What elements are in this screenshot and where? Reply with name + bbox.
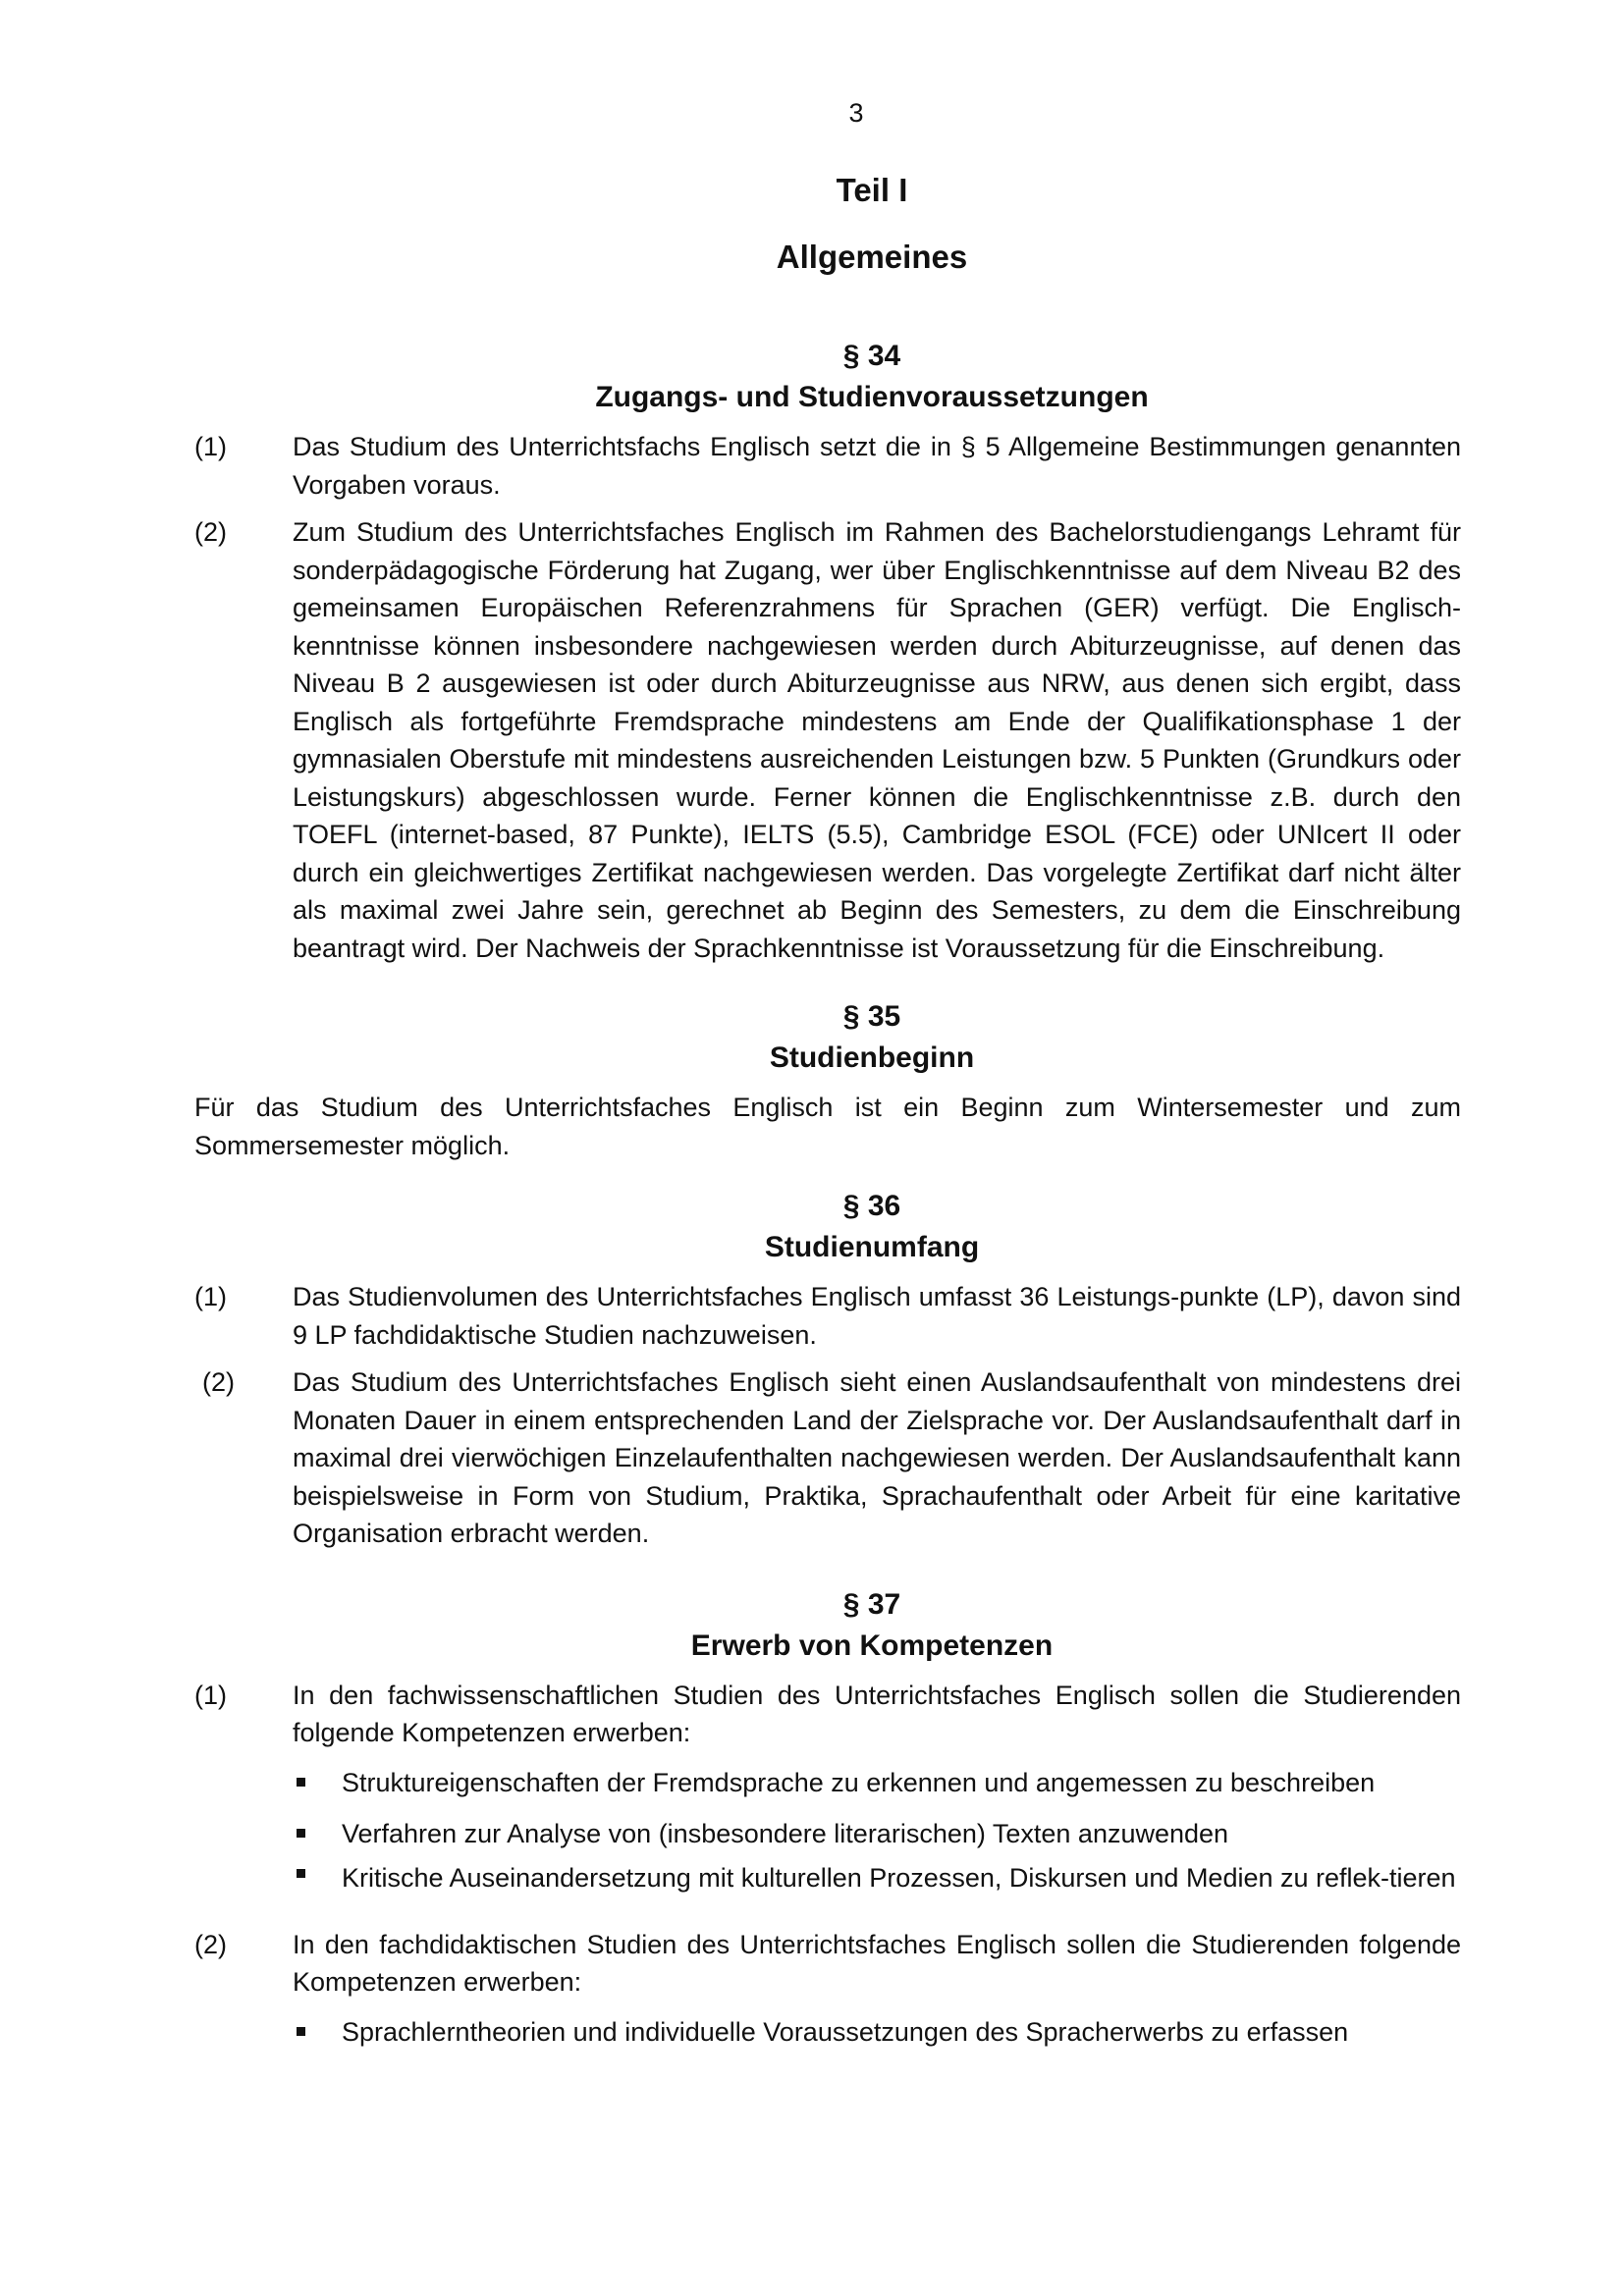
list-item [293, 2013, 1461, 2052]
list-item [293, 1764, 1461, 1802]
section-34-title: Zugangs- und Studienvoraussetzungen [595, 381, 1149, 413]
paragraph [194, 1363, 1461, 1553]
square-bullet-icon [293, 1855, 342, 1900]
section-37-number: § 37 [842, 1587, 901, 1621]
paragraph-number: (2) [194, 1929, 227, 1959]
list-item-text: Struktureigenschaften der Fremdsprache zu erkennen und angemessen zu beschreiben [342, 1767, 1376, 1797]
list-item-text: Verfahren zur Analyse von (insbesondere literarischen) Texten anzuwenden [342, 1819, 1229, 1848]
paragraph-number: (2) [202, 1367, 235, 1397]
bullet-list [293, 2013, 1461, 2052]
paragraph-number: (1) [194, 432, 227, 461]
paragraph-text: In den fachwissenschaftlichen Studien des Unterrichtsfaches Englisch sollen die Studierenden folgende Kompetenzen erwerben: [293, 1680, 1461, 1747]
section-37-title: Erwerb von Kompetenzen [690, 1629, 1054, 1662]
paragraph [194, 1926, 1461, 2052]
section-36-number: § 36 [842, 1190, 901, 1222]
paragraph-number: (1) [194, 1680, 227, 1710]
section-35-number: § 35 [842, 1000, 901, 1033]
paragraph [194, 513, 1461, 967]
list-item [293, 1855, 1461, 1900]
paragraph [194, 1278, 1461, 1354]
page-number: 3 [848, 98, 864, 128]
part-title: Allgemeines [776, 239, 968, 275]
paragraph-text: Das Studium des Unterrichtsfachs Englisch setzt die in § 5 Allgemeine Bestimmungen genannten Vorgaben voraus. [293, 432, 1461, 500]
square-bullet-icon [293, 1764, 342, 1802]
page-content [194, 165, 1461, 2051]
section-34-number: § 34 [842, 340, 901, 372]
paragraph [194, 1677, 1461, 1900]
paragraph-number: (1) [194, 1282, 227, 1311]
list-item-text: Kritische Auseinandersetzung mit kulturellen Prozessen, Diskursen und Medien zu reflek-tieren [342, 1862, 1456, 1893]
part-label: Teil I [836, 172, 908, 208]
section-35-body [194, 1089, 1461, 1164]
bullet-list [293, 1764, 1461, 1900]
paragraph-text: Zum Studium des Unterrichtsfaches Englisch im Rahmen des Bachelorstudiengangs Lehramt für sonderpädagogische Förderung hat Zugang, wer über Englischkenntnisse auf dem Niveau B2 des gemeinsamen Europäischen Referenzrahmens für Sprachen (GER) verfügt. Die Englisch-kenntnisse können insbesondere nachgewiesen werden durch Abiturzeugnisse, auf denen das Niveau B 2 ausgewiesen ist oder durch Abiturzeugnisse aus NRW, aus denen sich ergibt, dass Englisch als fortgeführte Fremdsprache mindestens am Ende der Qualifikationsphase 1 der gymnasialen Oberstufe mit mindestens ausreichenden Leistungen bzw. 5 Punkten (Grundkurs oder Leistungskurs) abgeschlossen wurde. Ferner können die Englischkenntnisse z.B. durch den TOEFL (internet-based, 87 Punkte), IELTS (5.5), Cambridge ESOL (FCE) oder UNIcert II oder durch ein gleichwertiges Zertifikat nachgewiesen werden. Das vorgelegte Zertifikat darf nicht älter als maximal zwei Jahre sein, gerechnet ab Beginn des Semesters, zu dem die Einschreibung beantragt wird. Der Nachweis der Sprachkenntnisse ist Voraussetzung für die Einschreibung. [293, 517, 1461, 963]
list-item-text: Sprachlerntheorien und individuelle Voraussetzungen des Spracherwerbs zu erfassen [342, 2016, 1349, 2047]
section-34-body [194, 428, 1461, 967]
section-36-title: Studienumfang [764, 1231, 980, 1263]
list-item [293, 1815, 1461, 1853]
section-36-body [194, 1278, 1461, 1553]
paragraph-text: Das Studium des Unterrichtsfaches Englisch sieht einen Auslandsaufenthalt von mindestens drei Monaten Dauer in einem entsprechenden Land der Zielsprache vor. Der Auslandsaufenthalt darf in maximal drei vierwöchigen Einzelaufenthalten nachgewiesen werden. Der Auslandsaufenthalt kann beispielsweise in Form von Studium, Praktika, Sprachaufenthalt oder Arbeit für eine karitative Organisation erbracht werden. [293, 1367, 1461, 1548]
square-bullet-icon [293, 1815, 342, 1853]
section-37-body [194, 1677, 1461, 2052]
square-bullet-icon [293, 2013, 342, 2052]
section-35-text: Für das Studium des Unterrichtsfaches Englisch ist ein Beginn zum Wintersemester und zum Sommersemester möglich. [194, 1093, 1461, 1160]
paragraph-content [293, 1926, 1461, 2052]
paragraph-number: (2) [194, 517, 227, 547]
paragraph-content [293, 1677, 1461, 1900]
paragraph [194, 428, 1461, 504]
paragraph-text: Das Studienvolumen des Unterrichtsfaches Englisch umfasst 36 Leistungs-punkte (LP), davon sind 9 LP fachdidaktische Studien nachzuweisen. [293, 1282, 1461, 1350]
section-35-title: Studienbeginn [769, 1041, 975, 1074]
paragraph-text: In den fachdidaktischen Studien des Unterrichtsfaches Englisch sollen die Studierenden folgende Kompetenzen erwerben: [293, 1929, 1461, 1997]
